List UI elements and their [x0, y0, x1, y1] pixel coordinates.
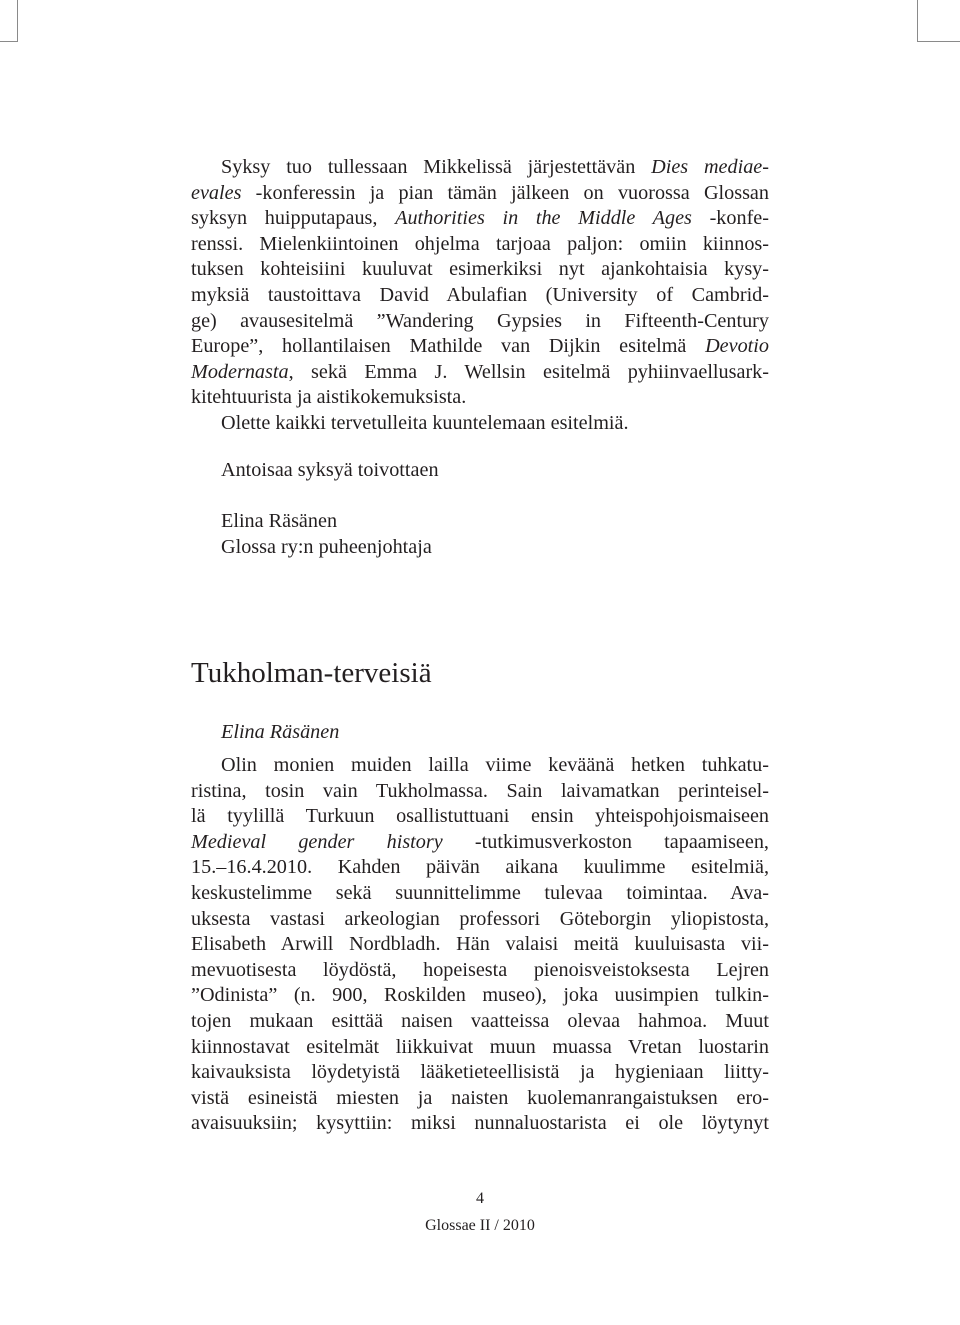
closing-signature-name: Elina Räsänen	[221, 510, 338, 532]
intro-line	[191, 334, 769, 360]
intro-line: tuksen kohteisiini kuuluvat esimerkiksi nyt ajankohtaisia kysy-	[191, 258, 769, 281]
intro-line: kitehtuurista ja aistikokemuksista.	[191, 386, 467, 409]
intro-paragraph	[191, 155, 769, 437]
text-run: syksyn huipputapaus,	[191, 207, 396, 230]
intro-line	[191, 206, 769, 232]
text-run: Europe”, hollantilaisen Mathilde van Dijkin esitelmä	[191, 335, 706, 358]
article-author: Elina Räsänen	[221, 721, 340, 743]
italic-run: Medieval gender history	[191, 830, 443, 853]
text-run: , sekä Emma J. Wellsin esitelmä pyhiinvaellusark-	[288, 360, 769, 383]
intro-line	[191, 181, 769, 207]
article-title: Tukholman-terveisiä	[191, 657, 432, 689]
body-line: 15.–16.4.2010. Kahden päivän aikana kuulimme esitelmiä,	[191, 856, 769, 879]
crop-mark-top-right-horizontal	[918, 41, 960, 42]
body-line: Olin monien muiden lailla viime keväänä hetken tuhkatu-	[221, 754, 769, 776]
italic-run: evales	[191, 181, 242, 204]
body-line: lä tyylillä Turkuun osallistuttuani ensin yhteispohjoismaiseen	[191, 805, 769, 828]
intro-line	[191, 360, 769, 386]
body-line: uksesta vastasi arkeologian professori Göteborgin yliopistosta,	[191, 907, 769, 930]
intro-line: myksiä taustoittava David Abulafian (University of Cambrid-	[191, 283, 769, 306]
text-run: Syksy tuo tullessaan Mikkelissä järjestettävän	[221, 156, 652, 178]
body-line: kaivauksista löydetyistä lääketieteellisistä ja hygieniaan liitty-	[191, 1061, 769, 1084]
intro-line: renssi. Mielenkiintoinen ohjelma tarjoaa paljon: omiin kiinnos-	[191, 232, 769, 255]
journal-footer: Glossae II / 2010	[425, 1217, 535, 1234]
closing-signature-role: Glossa ry:n puheenjohtaja	[221, 536, 432, 558]
body-line: vistä esineistä miesten ja naisten kuolemanrangaistuksen ero-	[191, 1086, 769, 1109]
italic-run: Dies mediae-	[651, 156, 769, 178]
italic-run: Authorities in the Middle Ages	[395, 207, 692, 230]
italic-run: Modernasta	[191, 360, 289, 383]
body-line: ”Odinista” (n. 900, Roskilden museo), joka uusimpien tulkin-	[191, 984, 769, 1007]
crop-mark-top-right-vertical	[917, 0, 918, 42]
text-run: -tutkimusverkoston tapaamiseen,	[442, 830, 769, 853]
body-line	[191, 830, 769, 856]
body-line: avaisuuksiin; kysyttiin: miksi nunnaluostarista ei ole löytynyt	[191, 1112, 769, 1135]
italic-run: Devotio	[705, 335, 769, 358]
body-line: tojen mukaan esittää naisen vaatteissa olevaa hahmoa. Muut	[191, 1009, 769, 1032]
intro-line: Olette kaikki tervetulleita kuuntelemaan esitelmiä.	[221, 411, 629, 434]
crop-mark-top-left-vertical	[17, 0, 18, 42]
text-run: -konfe-	[691, 207, 769, 230]
closing-greeting: Antoisaa syksyä toivottaen	[221, 459, 439, 481]
intro-line: ge) avausesitelmä ”Wandering Gypsies in Fifteenth-Century	[191, 309, 769, 332]
article-body	[191, 753, 769, 1137]
body-line: keskustelimme sekä suunnittelimme tulevaa toimintaa. Ava-	[191, 881, 769, 904]
body-line: Elisabeth Arwill Nordbladh. Hän valaisi meitä kuuluisasta vii-	[191, 933, 769, 956]
body-line: mevuotisesta löydöstä, hopeisesta pienoisveistoksesta Lejren	[191, 958, 769, 981]
text-run: -konferessin ja pian tämän jälkeen on vuorossa Glossan	[241, 181, 769, 204]
crop-mark-top-left-horizontal	[0, 41, 17, 42]
body-line: kiinnostavat esitelmät liikkuivat muun muassa Vretan luostarin	[191, 1035, 769, 1058]
page-number: 4	[476, 1190, 484, 1207]
intro-line	[191, 155, 769, 181]
body-line: ristina, tosin vain Tukholmassa. Sain laivamatkan perinteisel-	[191, 779, 769, 802]
